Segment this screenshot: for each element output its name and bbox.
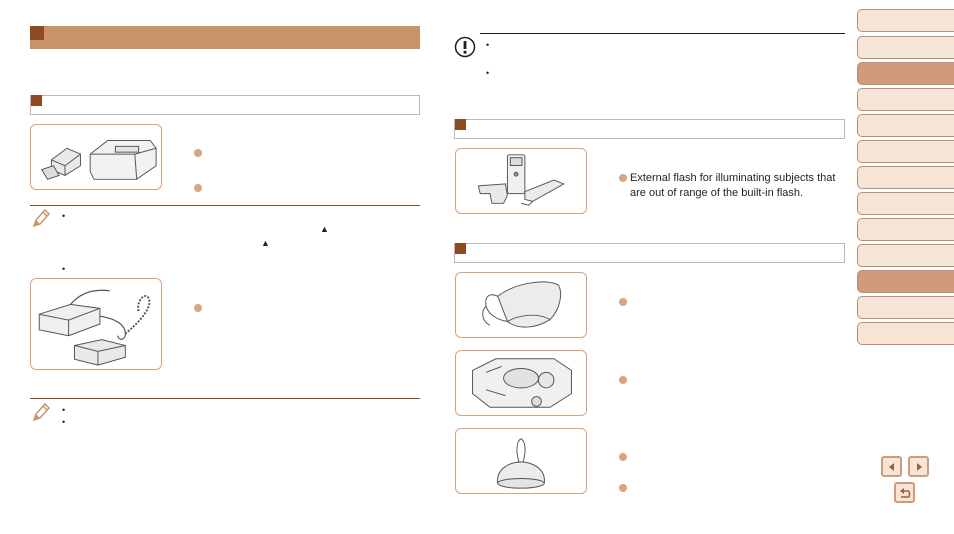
side-tab-7[interactable] bbox=[857, 166, 954, 189]
battery-charger-image bbox=[30, 124, 162, 190]
caution-rule bbox=[480, 33, 845, 34]
caution-bullet: • bbox=[486, 68, 490, 78]
triangle-icon: ▲ bbox=[320, 224, 329, 234]
bullet-dot bbox=[619, 376, 627, 384]
note-bullet: • bbox=[62, 405, 66, 415]
note-rule bbox=[30, 398, 420, 399]
side-tab-10[interactable] bbox=[857, 244, 954, 267]
page-title-bar bbox=[30, 26, 420, 49]
return-icon bbox=[898, 487, 912, 499]
bullet-dot bbox=[619, 298, 627, 306]
side-tab-12[interactable] bbox=[857, 296, 954, 319]
side-tab-13[interactable] bbox=[857, 322, 954, 345]
note-rule bbox=[30, 205, 420, 206]
section-marker bbox=[455, 119, 466, 130]
soft-case-image bbox=[455, 272, 587, 338]
side-tab-8[interactable] bbox=[857, 192, 954, 215]
caution-bullet: • bbox=[486, 40, 490, 50]
side-tab-5[interactable] bbox=[857, 114, 954, 137]
section-marker bbox=[31, 95, 42, 106]
flash-description: External flash for illuminating subjects that are out of range of the built-in flash. bbox=[630, 172, 836, 199]
note-bullet: • bbox=[62, 211, 66, 221]
caution-icon bbox=[454, 36, 476, 58]
side-tab-9[interactable] bbox=[857, 218, 954, 241]
section-header-flash bbox=[454, 119, 845, 139]
section-header-case bbox=[454, 243, 845, 263]
stand-image bbox=[455, 428, 587, 494]
pencil-icon bbox=[32, 402, 50, 422]
bullet-dot bbox=[194, 184, 202, 192]
side-tab-6[interactable] bbox=[857, 140, 954, 163]
side-tab-3-active[interactable] bbox=[857, 62, 954, 85]
ac-adapter-kit-image bbox=[30, 278, 162, 370]
pencil-icon bbox=[32, 208, 50, 228]
chevron-left-icon bbox=[886, 461, 898, 473]
return-button[interactable] bbox=[894, 482, 915, 503]
bullet-dot bbox=[619, 453, 627, 461]
note-bullet: • bbox=[62, 417, 66, 427]
next-page-button[interactable] bbox=[908, 456, 929, 477]
section-marker bbox=[455, 243, 466, 254]
prev-page-button[interactable] bbox=[881, 456, 902, 477]
side-tab-4[interactable] bbox=[857, 88, 954, 111]
note-bullet: • bbox=[62, 264, 66, 274]
bullet-dot bbox=[619, 174, 627, 182]
section-header-battery bbox=[30, 95, 420, 115]
title-marker bbox=[30, 26, 44, 40]
external-flash-image bbox=[455, 148, 587, 214]
side-tab-1[interactable] bbox=[857, 9, 954, 32]
chevron-right-icon bbox=[913, 461, 925, 473]
side-tab-2[interactable] bbox=[857, 36, 954, 59]
bullet-dot bbox=[194, 304, 202, 312]
case-image bbox=[455, 350, 587, 416]
bullet-dot bbox=[194, 149, 202, 157]
bullet-dot bbox=[619, 484, 627, 492]
triangle-icon: ▲ bbox=[261, 238, 270, 248]
side-tab-11-active[interactable] bbox=[857, 270, 954, 293]
